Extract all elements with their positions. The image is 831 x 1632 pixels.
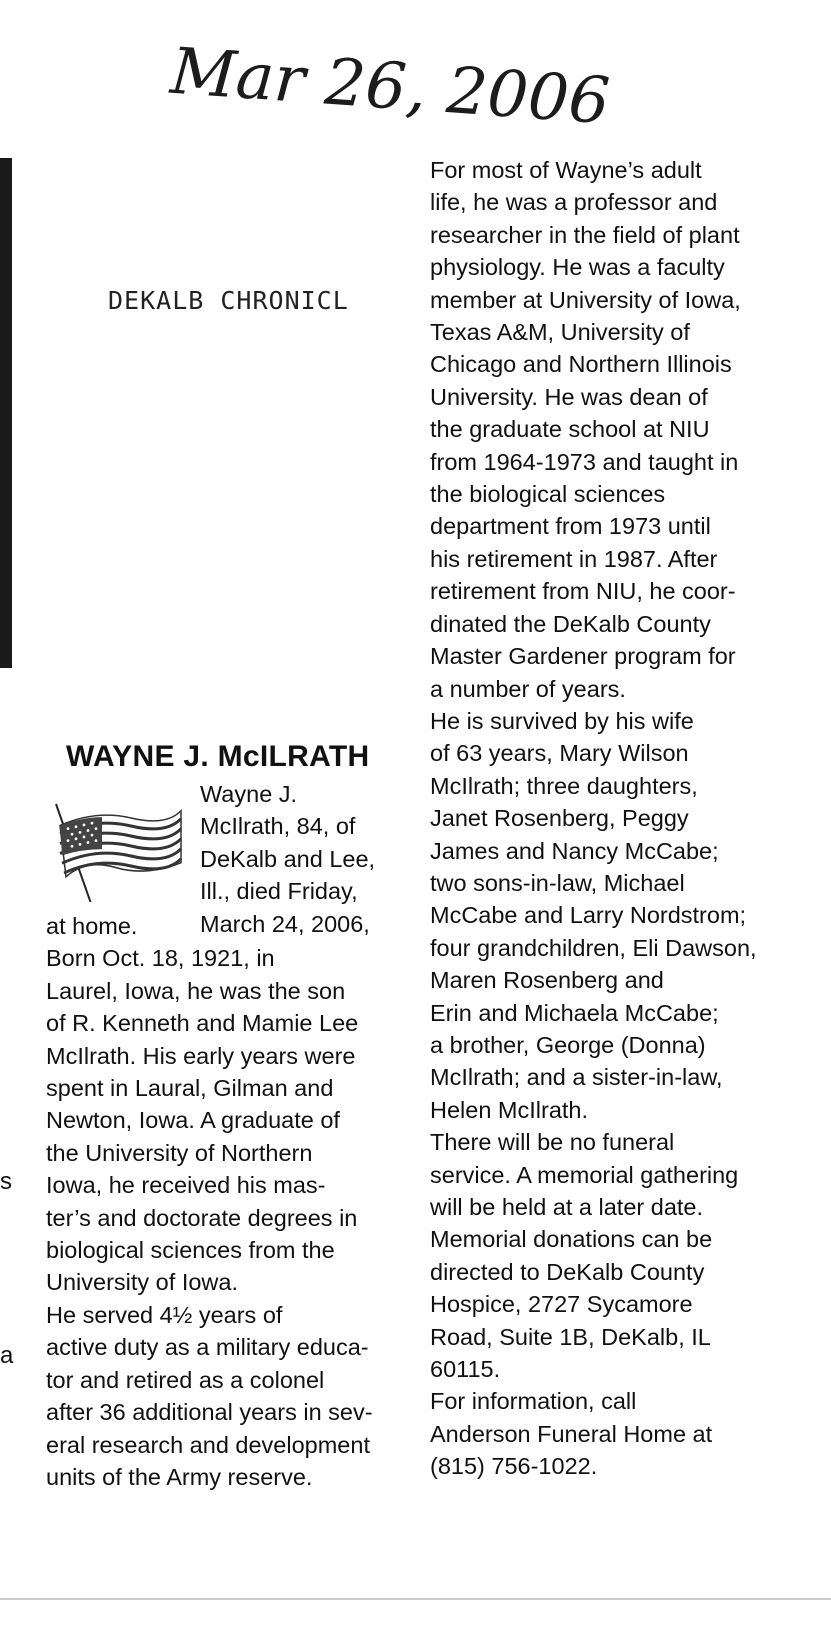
obituary-paragraph: He served 4½ years of active duty as a military educa- tor and retired as a colonel after 36 additional years in sev- eral research and development units of the Army reserve. bbox=[46, 1301, 373, 1490]
obituary-paragraph: Memorial donations can be directed to DeKalb County Hospice, 2727 Sycamore Road, Suite 1B, DeKalb, IL 60115. bbox=[430, 1226, 713, 1383]
edge-fragment: a bbox=[0, 1342, 14, 1369]
obituary-column-right bbox=[430, 154, 810, 1483]
obituary-paragraph: Wayne J. McIlrath, 84, of DeKalb and Lee, Ill., died Friday, March 24, 2006, bbox=[200, 781, 376, 937]
svg-text:Mar 26, 2006: Mar 26, 2006 bbox=[168, 34, 612, 140]
obituary-paragraph: There will be no funeral service. A memorial gathering will be held at a later date. bbox=[430, 1129, 739, 1220]
handwritten-date-script bbox=[160, 30, 620, 140]
handwritten-date bbox=[160, 30, 620, 140]
obituary-paragraph: For information, call Anderson Funeral Home at (815) 756-1022. bbox=[430, 1388, 713, 1480]
left-edge-bar bbox=[0, 158, 12, 668]
obituary-column-left bbox=[46, 910, 406, 1493]
edge-fragment: s bbox=[0, 1168, 12, 1195]
obituary-paragraph: He is survived by his wife of 63 years, Mary Wilson McIlrath; three daughters, Janet Rosenberg, Peggy James and Nancy McCabe; two sons-in-law, Michael McCabe and Larry Nordstrom; four grandchildren, Eli Dawson, Maren Rosenberg and Erin and Michaela McCabe; a brother, George (Donna) McIlrath; and a sister-in-law, Helen McIlrath. bbox=[430, 707, 757, 1123]
obituary-paragraph: Born Oct. 18, 1921, in Laurel, Iowa, he was the son of R. Kenneth and Mamie Lee McIlrath. His early years were spent in Laural, Gilman and Newton, Iowa. A graduate of the University of Northern Iowa, he received his mas- ter’s and doctorate degrees in biological sciences from the University of Iowa. bbox=[46, 945, 359, 1296]
page-edge-rule bbox=[0, 1598, 831, 1600]
american-flag-icon bbox=[36, 792, 186, 902]
obituary-paragraph: For most of Wayne’s adult life, he was a professor and researcher in the field of plant physiology. He was a faculty member at University of Iowa, Texas A&M, University of Chicago and Northern Illinois University. He was dean of the graduate school at NIU from 1964-1973 and taught in the biological sciences department from 1973 until his retirement in 1987. After retirement from NIU, he coor- dinated the DeKalb County Master Gardener program for a number of years. bbox=[430, 157, 741, 702]
obituary-headline: WAYNE J. McILRATH bbox=[66, 740, 370, 773]
newspaper-stamp: DEKALB CHRONICL bbox=[108, 286, 349, 315]
obituary-paragraph: at home. bbox=[46, 913, 138, 939]
